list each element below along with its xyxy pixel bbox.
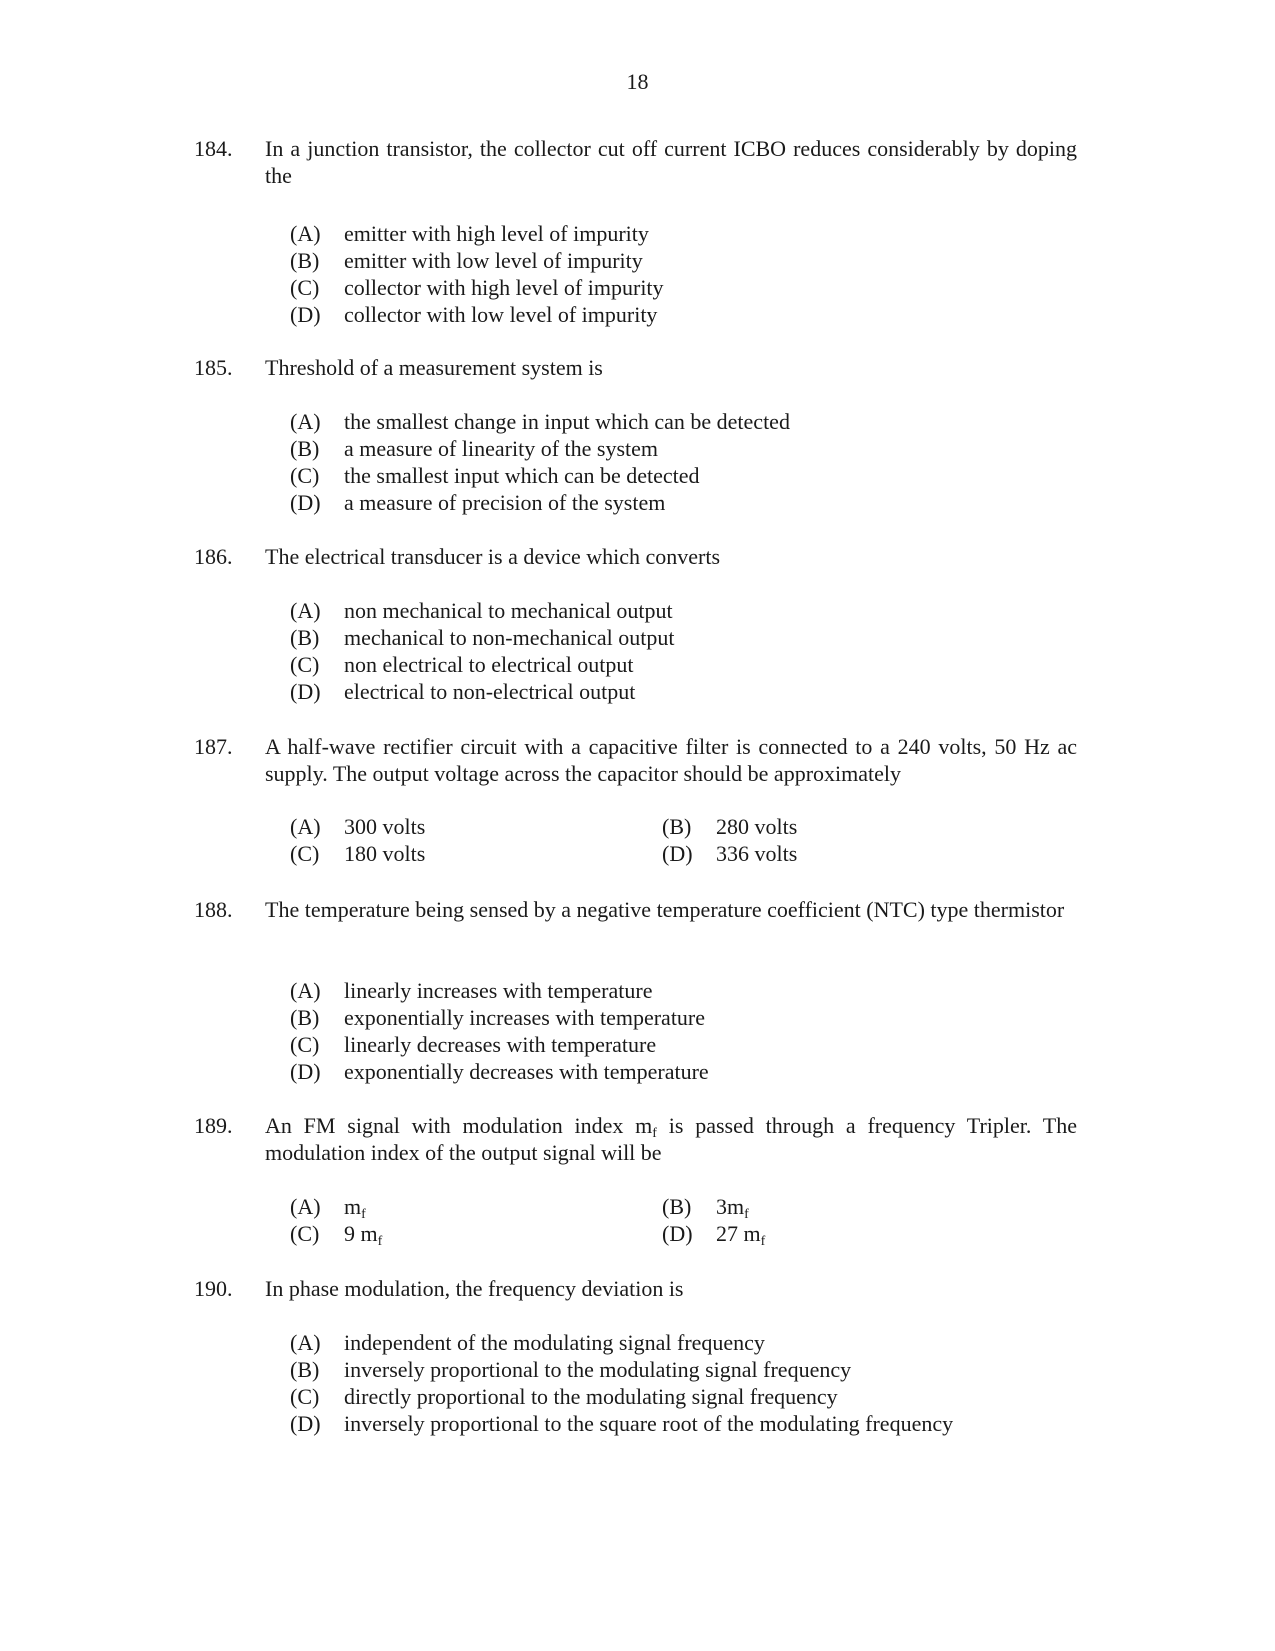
option-text: independent of the modulating signal frequency [344, 1330, 765, 1355]
option-text: inversely proportional to the modulating signal frequency [344, 1357, 852, 1382]
option-text: linearly increases with temperature [344, 978, 653, 1003]
option-label: (A) [290, 1194, 321, 1219]
option-text: collector with low level of impurity [344, 302, 658, 327]
option-label: (D) [290, 490, 321, 515]
question-text: The electrical transducer is a device which converts [265, 544, 721, 569]
question-number: 184. [194, 136, 233, 161]
question-number: 187. [194, 734, 233, 759]
option-text: the smallest change in input which can be detected [344, 409, 790, 434]
question-text: In phase modulation, the frequency deviation is [265, 1276, 684, 1301]
option-label: (C) [290, 1032, 320, 1057]
option-label: (C) [290, 652, 320, 677]
option-label: (D) [290, 679, 321, 704]
option-text [344, 1220, 382, 1247]
subscript-f: f [361, 1207, 366, 1222]
option-label: (C) [290, 463, 320, 488]
option-text: emitter with low level of impurity [344, 248, 643, 273]
question-text-after: is passed through a frequency Tripler. The modulation index of the output signal will be [265, 1113, 1077, 1165]
option-label: (C) [290, 1384, 320, 1409]
question-number: 189. [194, 1113, 233, 1138]
option-value: m [344, 1194, 362, 1219]
option-label: (C) [290, 841, 320, 866]
question-text [265, 1112, 1077, 1166]
subscript-f: f [377, 1234, 383, 1249]
option-text: collector with high level of impurity [344, 275, 664, 300]
option-text: a measure of linearity of the system [344, 436, 659, 461]
option-text [716, 1193, 749, 1220]
option-text: linearly decreases with temperature [344, 1032, 657, 1057]
option-text: the smallest input which can be detected [344, 463, 700, 488]
option-text: non electrical to electrical output [344, 652, 634, 677]
option-text: 280 volts [716, 814, 798, 839]
option-text: directly proportional to the modulating signal frequency [344, 1384, 838, 1409]
option-label: (B) [290, 1005, 320, 1030]
question-text: The temperature being sensed by a negative temperature coefficient (NTC) type thermistor [265, 897, 1065, 922]
option-label: (B) [662, 1194, 692, 1219]
question-number: 186. [194, 544, 233, 569]
subscript-f: f [760, 1234, 766, 1249]
question-text: A half-wave rectifier circuit with a capacitive filter is connected to a 240 volts, 50 Hz ac supply. The output voltage across the capacitor should be approximately [265, 734, 1077, 786]
question-text: In a junction transistor, the collector cut off current ICBO reduces considerably by doping the [265, 136, 1077, 188]
page-number: 18 [626, 69, 649, 94]
option-text: non mechanical to mechanical output [344, 598, 673, 623]
option-text [716, 1220, 765, 1247]
subscript-f: f [652, 1126, 657, 1141]
option-text [344, 1193, 366, 1220]
question-number: 185. [194, 355, 233, 380]
option-label: (B) [290, 248, 320, 273]
option-text: mechanical to non-mechanical output [344, 625, 675, 650]
option-label: (A) [290, 409, 321, 434]
option-label: (D) [290, 1059, 321, 1084]
option-text: 336 volts [716, 841, 798, 866]
option-label: (D) [290, 1411, 321, 1436]
question-text: Threshold of a measurement system is [265, 355, 603, 380]
option-text: 180 volts [344, 841, 426, 866]
option-label: (D) [662, 1221, 693, 1246]
option-label: (A) [290, 978, 321, 1003]
option-label: (D) [662, 841, 693, 866]
option-label: (B) [662, 814, 692, 839]
option-value: 27 m [716, 1221, 761, 1246]
option-text: emitter with high level of impurity [344, 221, 649, 246]
option-label: (B) [290, 1357, 320, 1382]
option-text: a measure of precision of the system [344, 490, 666, 515]
option-text: 300 volts [344, 814, 426, 839]
option-text: exponentially increases with temperature [344, 1005, 706, 1030]
option-label: (B) [290, 436, 320, 461]
question-number: 190. [194, 1276, 233, 1301]
option-label: (C) [290, 1221, 320, 1246]
option-label: (A) [290, 814, 321, 839]
option-value: 3m [716, 1194, 745, 1219]
question-number: 188. [194, 897, 233, 922]
option-label: (A) [290, 1330, 321, 1355]
option-text: exponentially decreases with temperature [344, 1059, 709, 1084]
option-label: (C) [290, 275, 320, 300]
option-label: (A) [290, 221, 321, 246]
option-label: (B) [290, 625, 320, 650]
option-label: (D) [290, 302, 321, 327]
option-label: (A) [290, 598, 321, 623]
subscript-f: f [744, 1207, 749, 1222]
option-text: electrical to non-electrical output [344, 679, 636, 704]
option-value: 9 m [344, 1221, 378, 1246]
option-text: inversely proportional to the square root of the modulating frequency [344, 1411, 954, 1436]
question-text-before: An FM signal with modulation index m [265, 1113, 653, 1138]
